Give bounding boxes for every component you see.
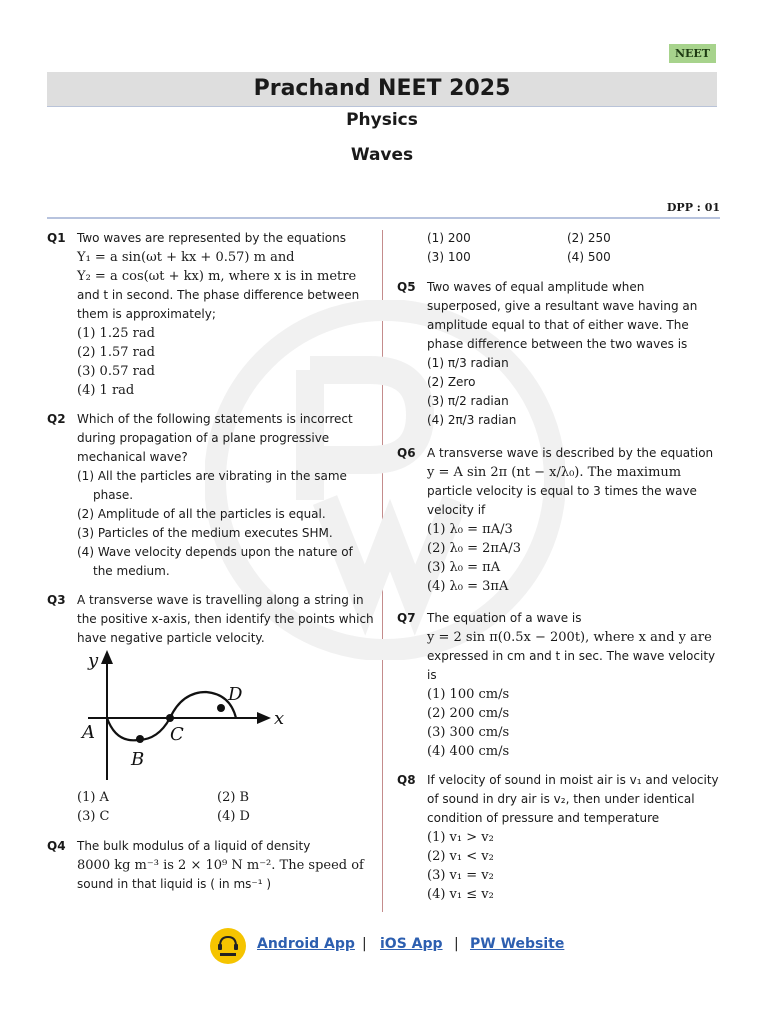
option: (2) v₁ < v₂ — [427, 849, 494, 864]
footer-separator: | — [362, 936, 367, 952]
option: (1) π/3 radian — [427, 356, 509, 370]
question-number: Q1 — [47, 231, 66, 245]
question-text: during propagation of a plane progressive — [77, 431, 330, 445]
y-axis-label: y — [88, 650, 99, 671]
label-a: A — [82, 722, 95, 743]
question-text: and t in second. The phase difference between — [77, 288, 360, 302]
question-text: A transverse wave is described by the equation — [427, 446, 714, 460]
question-text: sound in that liquid is ( in ms⁻¹ ) — [77, 877, 272, 891]
footer-separator: | — [454, 936, 459, 952]
option: (4) Wave velocity depends upon the nature of — [77, 545, 353, 559]
question-number: Q7 — [397, 611, 416, 625]
neet-tag: NEET — [669, 44, 716, 63]
question-text: The bulk modulus of a liquid of density — [77, 839, 311, 853]
question-text: superposed, give a resultant wave having an — [427, 299, 698, 313]
question-equation: Y₂ = a cos(ωt + kx) m, where x is in metre — [77, 269, 357, 284]
option: (4) 500 — [567, 250, 611, 264]
option: (4) D — [217, 809, 250, 824]
option: (3) v₁ = v₂ — [427, 868, 494, 883]
question-text: particle velocity is equal to 3 times the wave — [427, 484, 697, 498]
footer — [0, 927, 768, 965]
question-number: Q6 — [397, 446, 416, 460]
x-axis-arrow-icon — [257, 712, 271, 724]
option: (3) π/2 radian — [427, 394, 509, 408]
option: (4) 1 rad — [77, 383, 135, 398]
option: (2) λ₀ = 2πA/3 — [427, 541, 522, 556]
option: (1) 1.25 rad — [77, 326, 155, 341]
question-equation: 8000 kg m⁻³ is 2 × 10⁹ N m⁻². The speed of — [77, 858, 364, 873]
option: (3) λ₀ = πA — [427, 560, 501, 575]
option: (2) Amplitude of all the particles is equal. — [77, 507, 326, 521]
android-app-link[interactable]: Android App — [257, 936, 355, 952]
label-c: C — [170, 724, 184, 745]
option: (4) λ₀ = 3πA — [427, 579, 509, 594]
question-text: amplitude equal to that of either wave. The — [427, 318, 689, 332]
point-d — [217, 704, 225, 712]
question-text: expressed in cm and t in sec. The wave velocity — [427, 649, 716, 663]
option: (1) A — [77, 790, 109, 805]
option: (3) 0.57 rad — [77, 364, 155, 379]
option: (1) 100 cm/s — [427, 687, 510, 702]
question-text: Two waves are represented by the equations — [77, 231, 346, 245]
option: (3) 300 cm/s — [427, 725, 510, 740]
question-text: phase difference between the two waves is — [427, 337, 688, 351]
option: (2) Zero — [427, 375, 476, 389]
x-axis-label: x — [274, 708, 285, 729]
option: (2) 200 cm/s — [427, 706, 510, 721]
question-text: of sound in dry air is v₂, then under identical — [427, 792, 695, 806]
option: (3) Particles of the medium executes SHM. — [77, 526, 333, 540]
option: (4) 2π/3 radian — [427, 413, 517, 427]
question-text: them is approximately; — [77, 307, 216, 321]
question-text: The equation of a wave is — [427, 611, 582, 625]
question-number: Q8 — [397, 773, 416, 787]
page-title: Prachand NEET 2025 — [253, 76, 511, 101]
option: (1) λ₀ = πA/3 — [427, 522, 513, 537]
question-text: the positive x-axis, then identify the points which — [77, 612, 374, 626]
option: (1) All the particles are vibrating in the same — [77, 469, 347, 483]
point-b — [136, 735, 144, 743]
subject-heading: Physics — [346, 110, 418, 130]
dpp-label: DPP : 01 — [666, 201, 720, 214]
question-number: Q4 — [47, 839, 66, 853]
topic-heading: Waves — [350, 145, 414, 165]
question-text: is — [427, 668, 437, 682]
label-d: D — [228, 684, 243, 705]
option: (2) 1.57 rad — [77, 345, 155, 360]
question-equation: y = A sin 2π (nt − x/λ₀). The maximum — [427, 465, 682, 480]
question-equation: y = 2 sin π(0.5x − 200t), where x and y are — [427, 630, 712, 645]
question-number: Q3 — [47, 593, 66, 607]
option: (1) 200 — [427, 231, 471, 245]
option: (2) 250 — [567, 231, 611, 245]
option: (1) v₁ > v₂ — [427, 830, 494, 845]
pw-website-link[interactable]: PW Website — [470, 936, 565, 952]
question-text: mechanical wave? — [77, 450, 188, 464]
option: (4) v₁ ≤ v₂ — [427, 887, 494, 902]
y-axis-arrow-icon — [101, 650, 113, 664]
question-text: condition of pressure and temperature — [427, 811, 660, 825]
option: (4) 400 cm/s — [427, 744, 510, 759]
customer-service-icon[interactable] — [210, 928, 246, 964]
question-text: If velocity of sound in moist air is v₁ and velocity — [427, 773, 719, 787]
question-text: A transverse wave is travelling along a string in — [77, 593, 364, 607]
header-divider — [47, 217, 720, 219]
option: (2) B — [217, 790, 250, 805]
option: phase. — [93, 488, 134, 502]
wave-figure — [78, 648, 298, 783]
question-text: have negative particle velocity. — [77, 631, 265, 645]
question-text: velocity if — [427, 503, 486, 517]
question-3-options — [77, 788, 377, 826]
question-text: Which of the following statements is incorrect — [77, 412, 353, 426]
point-c — [166, 714, 174, 722]
question-text: Two waves of equal amplitude when — [427, 280, 645, 294]
question-number: Q2 — [47, 412, 66, 426]
question-4-options — [427, 229, 717, 267]
question-equation: Y₁ = a sin(ωt + kx + 0.57) m and — [77, 250, 295, 265]
question-number: Q5 — [397, 280, 416, 294]
label-b: B — [131, 749, 145, 770]
option: (3) 100 — [427, 250, 471, 264]
ios-app-link[interactable]: iOS App — [380, 936, 443, 952]
option: (3) C — [77, 809, 110, 824]
option: the medium. — [93, 564, 170, 578]
